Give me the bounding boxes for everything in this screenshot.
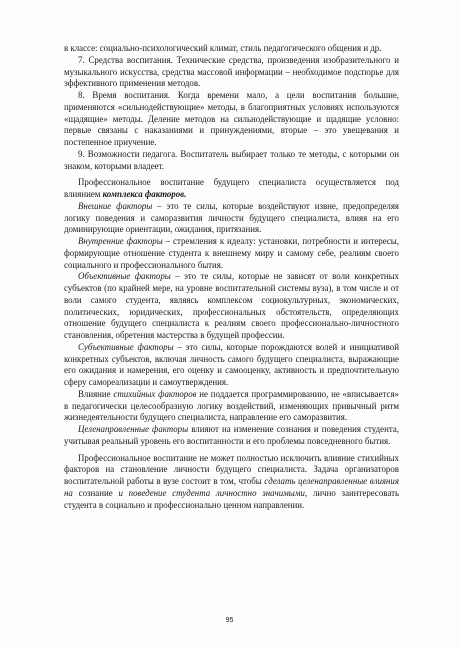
document-body-text (64, 43, 399, 511)
paragraph-conclusion (64, 453, 399, 512)
page-number: 95 (225, 617, 234, 624)
text-run: 8. Время воспитания. Когда времени мало, а цели воспитания большие, применяются «сильнодействующие» методы, в благоприятных условиях используются «щадящие» методы. Деление методов на сильнодействующие и щадящие условно: первые связаны с наказаниями и принуждениями, вторые – это увещевания и постепенное приучение. (64, 90, 399, 147)
emphasized-term: и поведение студента личностно значимыми (118, 487, 305, 498)
paragraph-item-9 (64, 149, 399, 173)
text-run: влияют на изменение сознания и поведения студента, учитывая реальный уровень его воспитанности и его проблемы повседневного бытия. (64, 424, 399, 446)
emphasized-term: сделать целенаправленные влияния на (64, 476, 399, 498)
emphasized-term: Внутренние факторы (78, 236, 163, 246)
paragraph-item-8 (64, 90, 399, 149)
paragraph-purposeful (64, 424, 399, 448)
paragraph-climate-cont (64, 43, 399, 55)
paragraph-subjective (64, 342, 399, 389)
text-run: – это те силы, которые не зависят от воли конкретных субъектов (по крайней мере, на уровне воспитательной системы вуза), в том числе и от воли самого студента, являясь комплексом социокультурных, экономических, политических, юридических, профессиональных обстоятельств, определяющих отношение будущего специалиста к реалиям своего профессионально-личностного становления, обретения мастерства в будущей профессии. (64, 271, 399, 340)
text-run: не поддается программированию, не «вписывается» в педагогически целесообразную логику воздействий, изменяющих привычный ритм жизнедеятельности будущего специалиста, направление его саморазвития. (64, 388, 399, 423)
text-run: , лично заинтересовать студента в социально и профессионально ценном направлении. (64, 487, 400, 510)
text-run: Профессиональное воспитание будущего специалиста осуществляется под влиянием (64, 177, 399, 199)
text-run: 9. Возможности педагога. Воспитатель выбирает только те методы, с которыми он знаком, которыми владеет. (64, 148, 399, 171)
text-run: – это силы, которые порождаются волей и инициативой конкретных субъектов, включая личность самого будущего специалиста, выражающие его ожидания и намерения, его оценку и самооценку, активность и предпочтительную сферу самореализации и самоутверждения. (64, 341, 399, 387)
paragraph-item-7 (64, 55, 399, 90)
text-run: 7. Средства воспитания. Технические средства, произведения изобразительного и музыкального искусства, средства массовой информации – необходимое подспорье для эффективного применения методов. (64, 54, 399, 89)
text-run: сознание (72, 487, 119, 498)
paragraph-spontaneous (64, 389, 399, 424)
paragraph-objective (64, 271, 399, 342)
text-run: Влияние (78, 388, 114, 399)
paragraph-external (64, 201, 399, 236)
emphasized-term: Внешние факторы (78, 200, 153, 211)
text-run: Профессиональное воспитание не может полностью исключить влияние стихийных факторов на становление личности будущего специалиста. Задача организаторов воспитательной работы в вузе состоит в том, чтобы (64, 452, 399, 486)
paragraph-internal (64, 236, 399, 271)
text-run: – это те силы, которые воздействуют извне, предопределяя логику поведения и саморазвития личности будущего специалиста, влияя на его доминирующие ориентации, ожидания, притязания. (64, 200, 399, 235)
text-run: в классе: социально-психологический климат, стиль педагогического общения и др. (64, 43, 382, 53)
emphasized-term: комплекса факторов. (102, 189, 187, 199)
emphasized-term: Субъективные факторы (78, 341, 174, 352)
emphasized-term: Целенаправленные факторы (78, 424, 189, 434)
emphasized-term: Объективные факторы (78, 271, 171, 282)
emphasized-term: стихийных факторов (113, 388, 197, 399)
paragraph-factors-intro (64, 177, 399, 201)
text-run: – стремления к идеалу: установки, потребности и интересы, формирующие отношение студента к внешнему миру и самому себе, реалиям своего социального и профессионального бытия. (64, 236, 399, 270)
